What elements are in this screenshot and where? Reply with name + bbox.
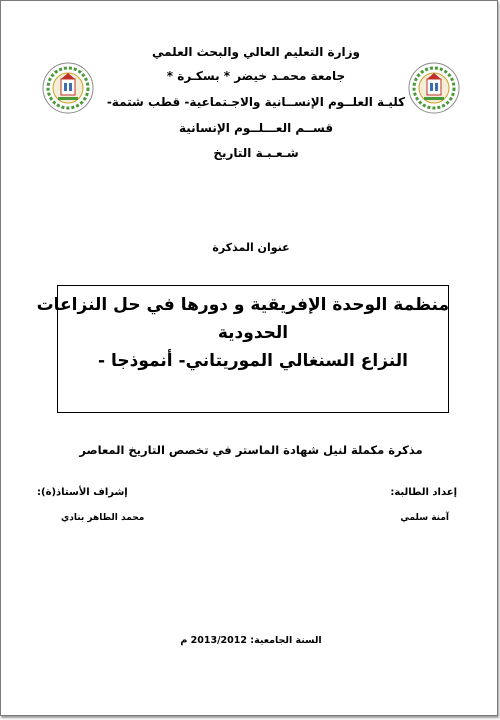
student-name: آمنة سلمي [400,513,449,523]
supervisor-name: محمد الطاهر بنادي [61,513,145,523]
academic-year: السنة الجامعية: 2013/2012 م [180,635,322,646]
student-label: إعداد الطالبة: [390,487,457,498]
thesis-title-line-3: النزاع السنغالي الموريتاني- أنموذجا - [98,351,408,371]
department-name: قســم العـــلــوم الإنسانية [178,121,334,135]
thesis-title-label: عنوان المذكرة [212,241,290,254]
supervisor-label: إشراف الأستاذ(ة): [37,487,128,498]
university-name: جامعة محمـد خيضر * بسكـرة * [166,69,346,83]
university-logo-left [41,61,95,115]
thesis-title-line-1: منظمة الوحدة الإفريقية و دورها في حل النزاعات [36,295,449,315]
university-logo-right [407,61,461,115]
ministry-name: وزارة التعليم العالي والبحث العلمي [151,45,361,59]
thesis-subtitle: مذكرة مكملة لنيل شهادة الماستر في تخصص التاريخ المعاصر [79,443,423,457]
faculty-name: كليـة العلــوم الإنســانية والاجـتماعية- قطب شتمة- [106,95,406,109]
thesis-title-line-2: الحدودية [217,323,289,343]
branch-name: شـعـبـة التاريخ [213,146,299,160]
